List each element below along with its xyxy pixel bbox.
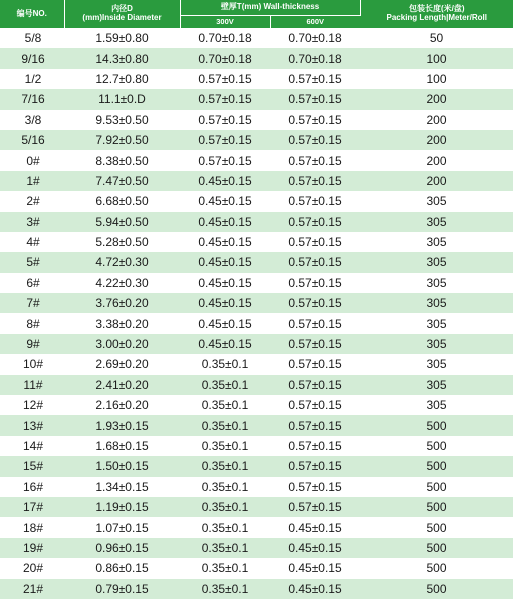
cell-no: 12# <box>0 395 64 415</box>
cell-wall-600v: 0.57±0.15 <box>270 436 360 456</box>
cell-packing-length: 500 <box>360 415 513 435</box>
cell-wall-300v: 0.45±0.15 <box>180 334 270 354</box>
cell-wall-600v: 0.57±0.15 <box>270 354 360 374</box>
cell-wall-300v: 0.35±0.1 <box>180 558 270 578</box>
cell-wall-300v: 0.57±0.15 <box>180 89 270 109</box>
cell-packing-length: 200 <box>360 130 513 150</box>
cell-inside-diameter: 0.86±0.15 <box>64 558 180 578</box>
table-row <box>0 150 513 170</box>
table-row <box>0 395 513 415</box>
cell-wall-600v: 0.57±0.15 <box>270 456 360 476</box>
cell-inside-diameter: 2.69±0.20 <box>64 354 180 374</box>
cell-no: 3# <box>0 212 64 232</box>
cell-packing-length: 305 <box>360 191 513 211</box>
cell-packing-length: 200 <box>360 150 513 170</box>
cell-wall-300v: 0.35±0.1 <box>180 579 270 599</box>
table-row <box>0 313 513 333</box>
cell-wall-300v: 0.45±0.15 <box>180 191 270 211</box>
table-row <box>0 293 513 313</box>
cell-packing-length: 305 <box>360 395 513 415</box>
cell-wall-300v: 0.45±0.15 <box>180 252 270 272</box>
cell-inside-diameter: 0.96±0.15 <box>64 538 180 558</box>
cell-no: 7/16 <box>0 89 64 109</box>
cell-packing-length: 305 <box>360 252 513 272</box>
table-row <box>0 191 513 211</box>
cell-inside-diameter: 1.19±0.15 <box>64 497 180 517</box>
cell-wall-600v: 0.57±0.15 <box>270 313 360 333</box>
table-row <box>0 232 513 252</box>
header-inside-diameter-en: (mm)Inside Diameter <box>82 13 162 22</box>
cell-wall-300v: 0.70±0.18 <box>180 28 270 48</box>
table-row <box>0 538 513 558</box>
cell-wall-600v: 0.70±0.18 <box>270 48 360 68</box>
cell-inside-diameter: 7.47±0.50 <box>64 171 180 191</box>
cell-no: 14# <box>0 436 64 456</box>
cell-packing-length: 305 <box>360 334 513 354</box>
cell-packing-length: 50 <box>360 28 513 48</box>
cell-wall-300v: 0.35±0.1 <box>180 415 270 435</box>
cell-inside-diameter: 3.00±0.20 <box>64 334 180 354</box>
cell-inside-diameter: 1.59±0.80 <box>64 28 180 48</box>
cell-inside-diameter: 9.53±0.50 <box>64 110 180 130</box>
cell-wall-600v: 0.57±0.15 <box>270 130 360 150</box>
table-row <box>0 110 513 130</box>
cell-inside-diameter: 2.16±0.20 <box>64 395 180 415</box>
header-inside-diameter-cn: 内径D <box>111 4 133 14</box>
cell-packing-length: 305 <box>360 313 513 333</box>
header-wall-thickness: 壁厚T(mm) Wall-thickness <box>180 0 360 16</box>
table-row <box>0 415 513 435</box>
cell-wall-300v: 0.45±0.15 <box>180 171 270 191</box>
cell-inside-diameter: 7.92±0.50 <box>64 130 180 150</box>
cell-packing-length: 305 <box>360 273 513 293</box>
table-row <box>0 497 513 517</box>
cell-wall-300v: 0.35±0.1 <box>180 375 270 395</box>
table-row <box>0 171 513 191</box>
header-packing-length-cn: 包装长度(米/盘) <box>408 4 465 14</box>
cell-packing-length: 500 <box>360 477 513 497</box>
header-no: 编号NO. <box>0 0 64 28</box>
cell-no: 7# <box>0 293 64 313</box>
cell-packing-length: 305 <box>360 354 513 374</box>
cell-wall-300v: 0.35±0.1 <box>180 354 270 374</box>
cell-no: 11# <box>0 375 64 395</box>
cell-inside-diameter: 1.93±0.15 <box>64 415 180 435</box>
cell-packing-length: 305 <box>360 375 513 395</box>
cell-no: 8# <box>0 313 64 333</box>
header-300v: 300V <box>180 16 270 29</box>
table-row <box>0 558 513 578</box>
cell-wall-600v: 0.45±0.15 <box>270 558 360 578</box>
cell-wall-600v: 0.57±0.15 <box>270 375 360 395</box>
cell-no: 9/16 <box>0 48 64 68</box>
cell-wall-300v: 0.57±0.15 <box>180 130 270 150</box>
table-row <box>0 69 513 89</box>
cell-packing-length: 100 <box>360 69 513 89</box>
cell-wall-300v: 0.35±0.1 <box>180 538 270 558</box>
cell-inside-diameter: 6.68±0.50 <box>64 191 180 211</box>
table-row <box>0 436 513 456</box>
cell-packing-length: 500 <box>360 538 513 558</box>
table-row <box>0 212 513 232</box>
cell-inside-diameter: 5.28±0.50 <box>64 232 180 252</box>
table-row <box>0 375 513 395</box>
table-header <box>0 0 513 28</box>
cell-wall-600v: 0.57±0.15 <box>270 212 360 232</box>
cell-wall-300v: 0.70±0.18 <box>180 48 270 68</box>
header-inside-diameter <box>64 0 180 28</box>
cell-wall-300v: 0.57±0.15 <box>180 110 270 130</box>
cell-inside-diameter: 4.22±0.30 <box>64 273 180 293</box>
table-row <box>0 456 513 476</box>
cell-packing-length: 500 <box>360 456 513 476</box>
cell-wall-300v: 0.35±0.1 <box>180 436 270 456</box>
table-row <box>0 28 513 48</box>
table-row <box>0 130 513 150</box>
table-row <box>0 354 513 374</box>
cell-no: 3/8 <box>0 110 64 130</box>
cell-no: 17# <box>0 497 64 517</box>
cell-no: 18# <box>0 517 64 537</box>
table-row <box>0 252 513 272</box>
header-packing-length-en: Packing Length|Meter/Roll <box>386 13 487 22</box>
cell-wall-300v: 0.45±0.15 <box>180 293 270 313</box>
cell-no: 5# <box>0 252 64 272</box>
cell-wall-600v: 0.57±0.15 <box>270 395 360 415</box>
cell-wall-600v: 0.57±0.15 <box>270 273 360 293</box>
header-packing-length <box>360 0 513 28</box>
cell-wall-600v: 0.57±0.15 <box>270 69 360 89</box>
cell-wall-600v: 0.57±0.15 <box>270 191 360 211</box>
cell-wall-600v: 0.57±0.15 <box>270 232 360 252</box>
cell-inside-diameter: 2.41±0.20 <box>64 375 180 395</box>
cell-packing-length: 305 <box>360 212 513 232</box>
cell-packing-length: 200 <box>360 110 513 130</box>
cell-no: 15# <box>0 456 64 476</box>
cell-inside-diameter: 11.1±0.D <box>64 89 180 109</box>
cell-inside-diameter: 12.7±0.80 <box>64 69 180 89</box>
cell-wall-300v: 0.45±0.15 <box>180 313 270 333</box>
cell-inside-diameter: 14.3±0.80 <box>64 48 180 68</box>
cell-no: 0# <box>0 150 64 170</box>
cell-inside-diameter: 1.07±0.15 <box>64 517 180 537</box>
header-row-top <box>0 0 513 16</box>
cell-packing-length: 305 <box>360 293 513 313</box>
cell-wall-600v: 0.57±0.15 <box>270 497 360 517</box>
cell-wall-600v: 0.57±0.15 <box>270 110 360 130</box>
cell-wall-300v: 0.35±0.1 <box>180 497 270 517</box>
cell-wall-600v: 0.45±0.15 <box>270 517 360 537</box>
cell-packing-length: 500 <box>360 579 513 599</box>
table-row <box>0 89 513 109</box>
cell-packing-length: 200 <box>360 171 513 191</box>
cell-packing-length: 100 <box>360 48 513 68</box>
cell-no: 2# <box>0 191 64 211</box>
cell-packing-length: 500 <box>360 558 513 578</box>
cell-no: 1# <box>0 171 64 191</box>
cell-wall-300v: 0.57±0.15 <box>180 150 270 170</box>
cell-inside-diameter: 0.79±0.15 <box>64 579 180 599</box>
cell-inside-diameter: 5.94±0.50 <box>64 212 180 232</box>
cell-no: 6# <box>0 273 64 293</box>
cell-inside-diameter: 8.38±0.50 <box>64 150 180 170</box>
cell-wall-600v: 0.57±0.15 <box>270 415 360 435</box>
cell-wall-300v: 0.45±0.15 <box>180 232 270 252</box>
cell-wall-300v: 0.57±0.15 <box>180 69 270 89</box>
cell-wall-300v: 0.35±0.1 <box>180 517 270 537</box>
header-600v: 600V <box>270 16 360 29</box>
cell-wall-600v: 0.57±0.15 <box>270 171 360 191</box>
table-row <box>0 334 513 354</box>
cell-no: 1/2 <box>0 69 64 89</box>
cell-packing-length: 500 <box>360 517 513 537</box>
cell-inside-diameter: 1.50±0.15 <box>64 456 180 476</box>
cell-wall-600v: 0.57±0.15 <box>270 334 360 354</box>
cell-packing-length: 305 <box>360 232 513 252</box>
cell-inside-diameter: 1.34±0.15 <box>64 477 180 497</box>
table-row <box>0 273 513 293</box>
cell-wall-600v: 0.45±0.15 <box>270 538 360 558</box>
cell-no: 16# <box>0 477 64 497</box>
cell-no: 5/16 <box>0 130 64 150</box>
cell-no: 10# <box>0 354 64 374</box>
cell-inside-diameter: 1.68±0.15 <box>64 436 180 456</box>
cell-inside-diameter: 4.72±0.30 <box>64 252 180 272</box>
cell-packing-length: 500 <box>360 497 513 517</box>
cell-wall-600v: 0.70±0.18 <box>270 28 360 48</box>
cell-no: 13# <box>0 415 64 435</box>
cell-no: 19# <box>0 538 64 558</box>
cell-wall-600v: 0.57±0.15 <box>270 89 360 109</box>
table-row <box>0 48 513 68</box>
cell-packing-length: 500 <box>360 436 513 456</box>
cell-no: 9# <box>0 334 64 354</box>
table-row <box>0 517 513 537</box>
cell-no: 21# <box>0 579 64 599</box>
cell-wall-300v: 0.35±0.1 <box>180 395 270 415</box>
cell-no: 20# <box>0 558 64 578</box>
cell-wall-600v: 0.45±0.15 <box>270 579 360 599</box>
cell-wall-600v: 0.57±0.15 <box>270 150 360 170</box>
cell-wall-300v: 0.35±0.1 <box>180 456 270 476</box>
cell-wall-300v: 0.35±0.1 <box>180 477 270 497</box>
cell-inside-diameter: 3.76±0.20 <box>64 293 180 313</box>
cell-wall-600v: 0.57±0.15 <box>270 477 360 497</box>
table-row <box>0 477 513 497</box>
cell-wall-600v: 0.57±0.15 <box>270 293 360 313</box>
cell-wall-600v: 0.57±0.15 <box>270 252 360 272</box>
table-body <box>0 28 513 599</box>
cell-wall-300v: 0.45±0.15 <box>180 273 270 293</box>
cell-inside-diameter: 3.38±0.20 <box>64 313 180 333</box>
cell-no: 4# <box>0 232 64 252</box>
cell-packing-length: 200 <box>360 89 513 109</box>
cell-no: 5/8 <box>0 28 64 48</box>
cell-wall-300v: 0.45±0.15 <box>180 212 270 232</box>
